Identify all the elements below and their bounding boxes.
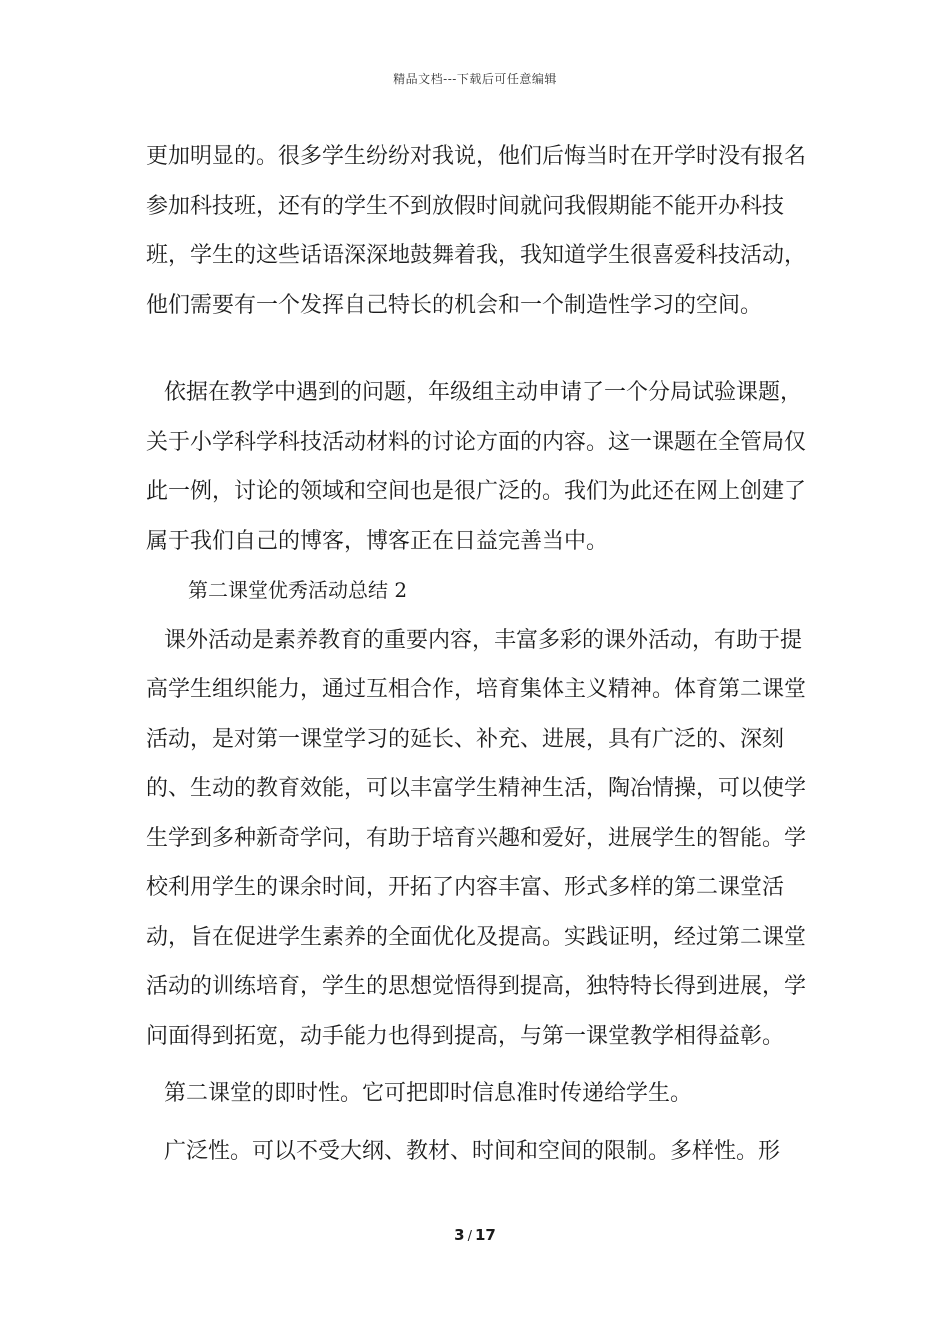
current-page: 3: [454, 1226, 465, 1244]
document-body: [146, 132, 810, 1176]
paragraph-1: 更加明显的。很多学生纷纷对我说，他们后悔当时在开学时没有报名参加科技班，还有的学生不到放假时间就问我假期能不能开办科技班，学生的这些话语深深地鼓舞着我，我知道学生很喜爱科技活动，他们需要有一个发挥自己特长的机会和一个制造性学习的空间。: [146, 144, 807, 318]
paragraph-4: 第二课堂的即时性。它可把即时信息准时传递给学生。: [164, 1081, 693, 1106]
page-separator: /: [467, 1229, 472, 1244]
paragraph-3: 课外活动是素养教育的重要内容，丰富多彩的课外活动，有助于提高学生组织能力，通过互相合作，培育集体主义精神。体育第二课堂活动，是对第一课堂学习的延长、补充、进展，具有广泛的、深刻的、生动的教育效能，可以丰富学生精神生活，陶冶情操，可以使学生学到多种新奇学问，有助于培育兴趣和爱好，进展学生的智能。学校利用学生的课余时间，开拓了内容丰富、形式多样的第二课堂活动，旨在促进学生素养的全面优化及提高。实践证明，经过第二课堂活动的训练培育，学生的思想觉悟得到提高，独特特长得到进展，学问面得到拓宽，动手能力也得到提高，与第一课堂教学相得益彰。: [146, 627, 807, 1049]
page-header: 精品文档---下载后可任意编辑: [393, 72, 557, 86]
paragraph-2: 依据在教学中遇到的问题，年级组主动申请了一个分局试验课题，关于小学科学科技活动材料的讨论方面的内容。这一课题在全管局仅此一例，讨论的领域和空间也是很广泛的。我们为此还在网上创建了属于我们自己的博客，博客正在日益完善当中。: [146, 380, 807, 554]
page-number: [0, 1226, 950, 1244]
paragraph-5: 广泛性。可以不受大纲、教材、时间和空间的限制。多样性。形: [164, 1138, 781, 1164]
total-pages: 17: [474, 1226, 496, 1244]
section-heading: 第二课堂优秀活动总结 2: [188, 578, 408, 602]
